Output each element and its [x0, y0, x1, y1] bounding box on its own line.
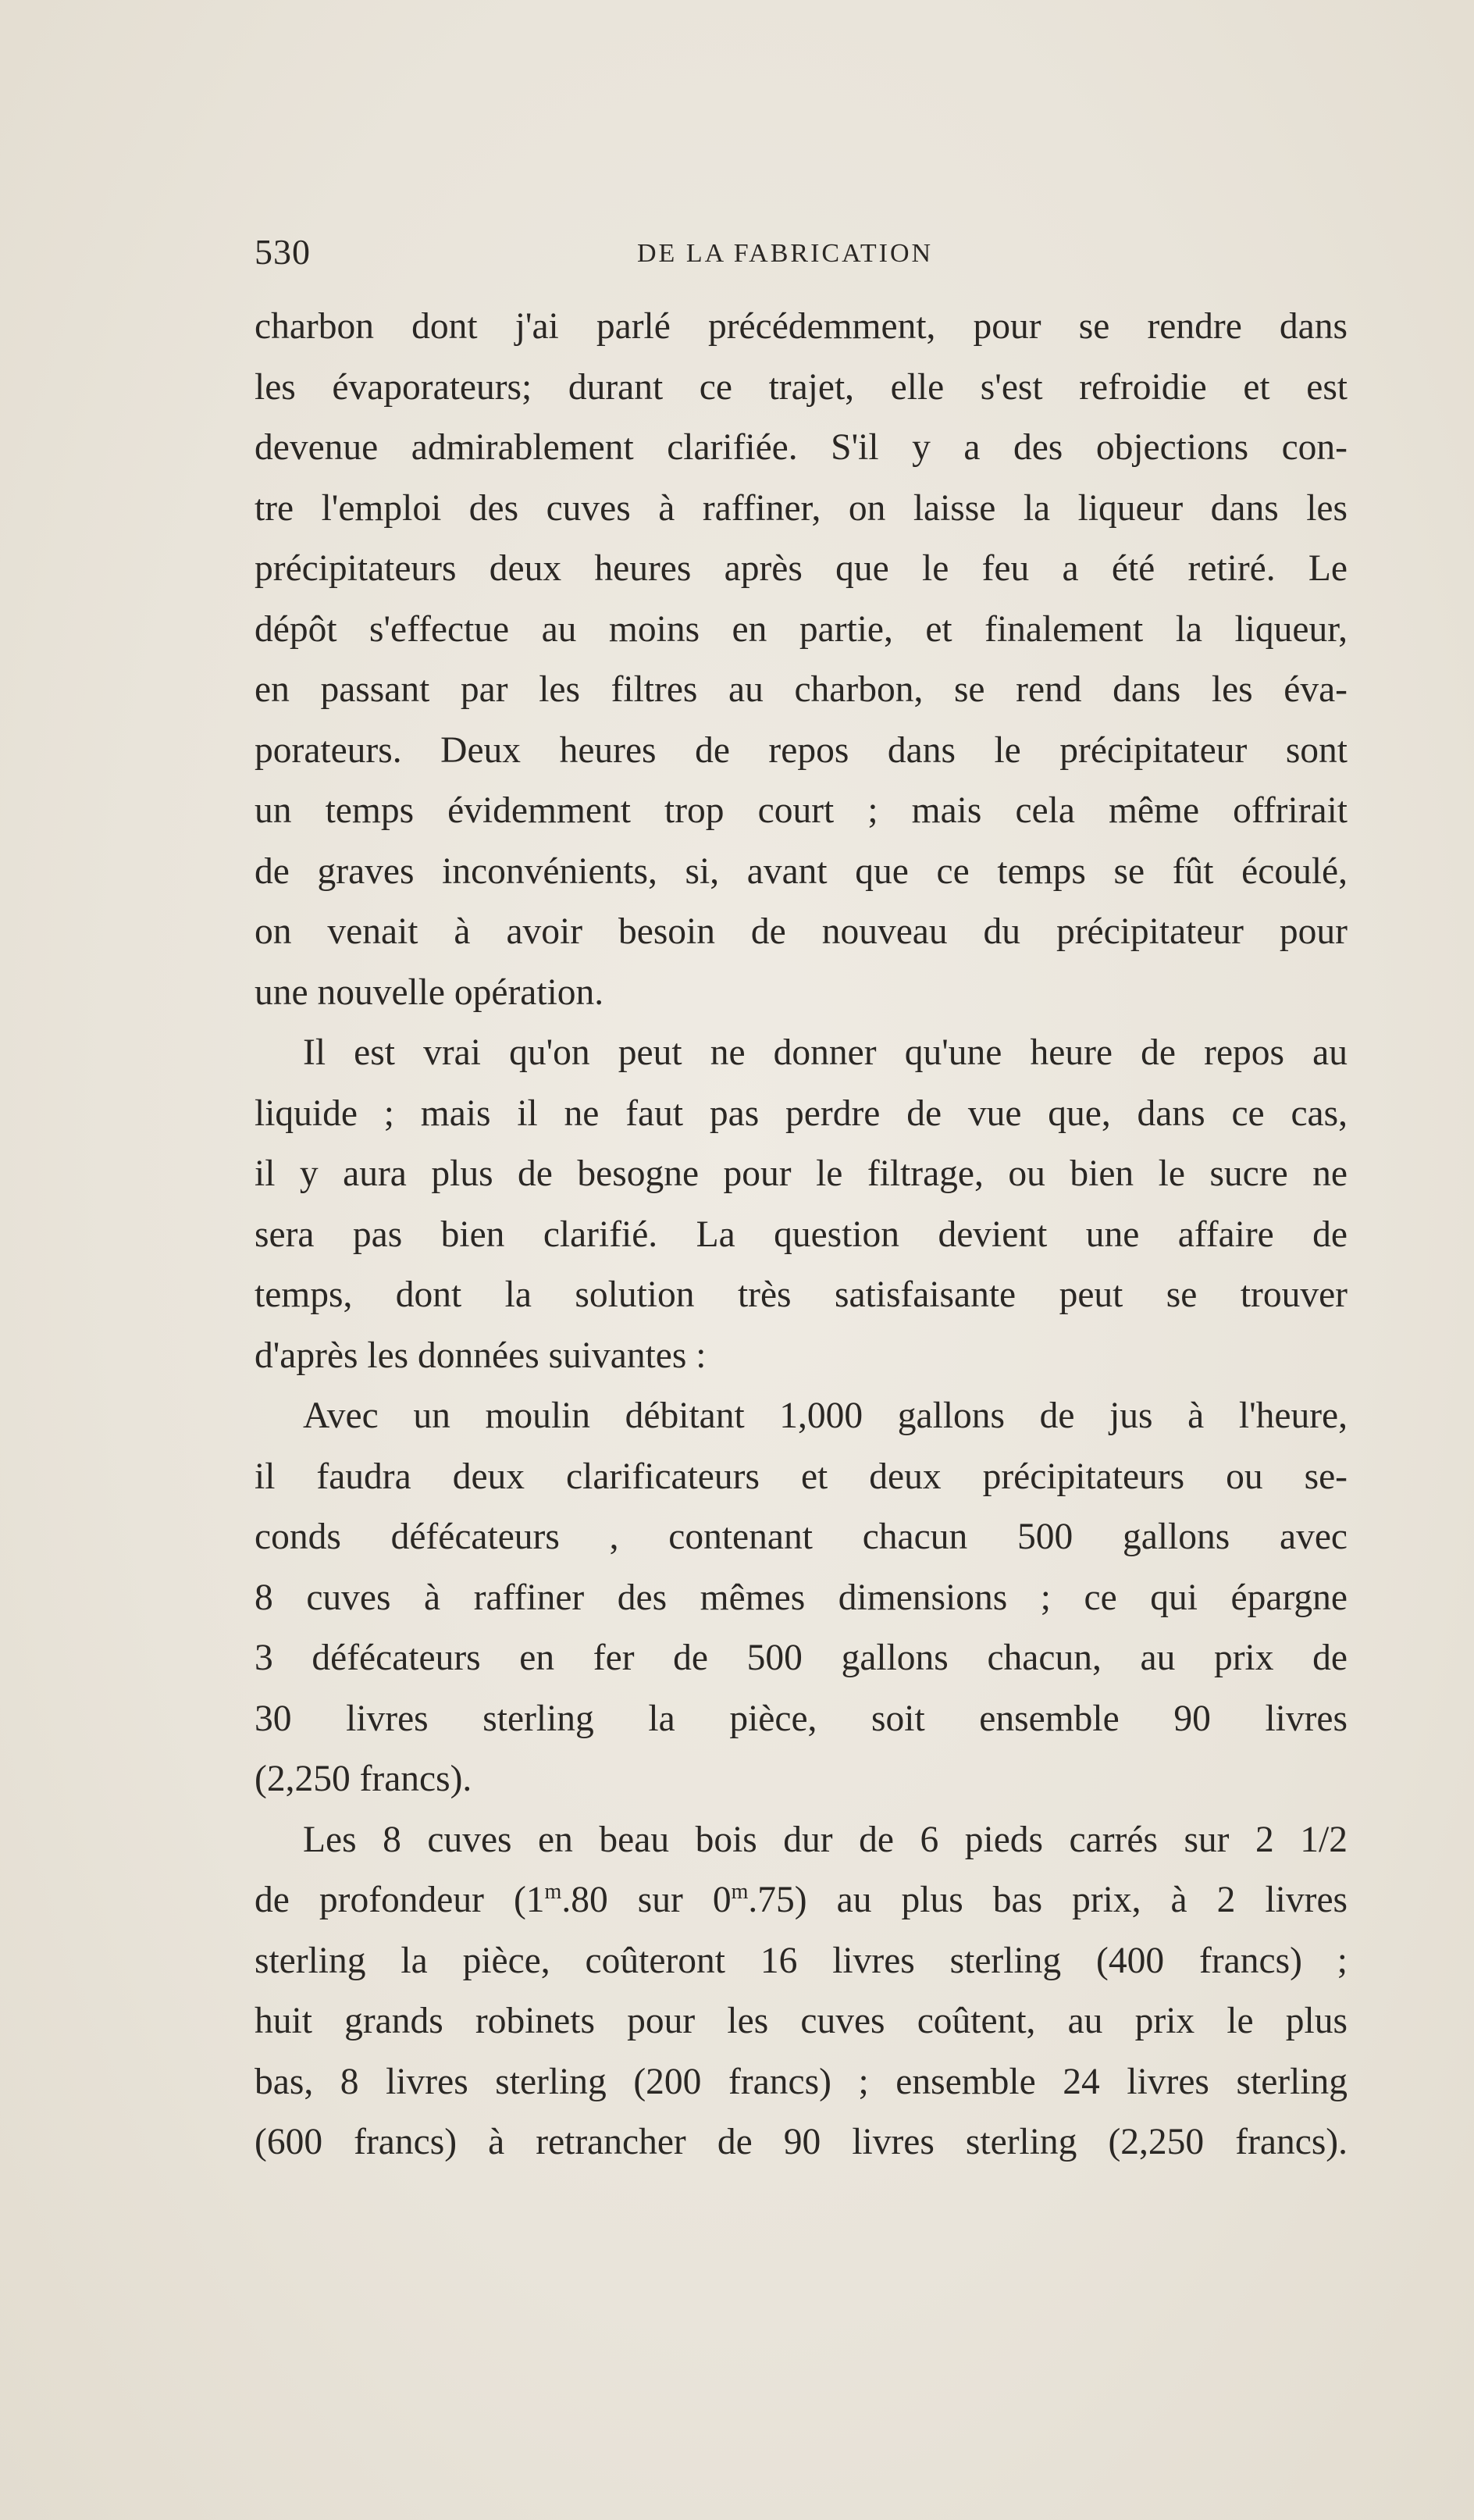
text-fragment: de profondeur (1 — [255, 1880, 545, 1920]
running-title: DE LA FABRICATION — [637, 239, 934, 268]
text-line: conds défécateurs , contenant chacun 500 gallons avec — [255, 1517, 1348, 1557]
text-line: il y aura plus de besogne pour le filtrage, ou bien le sucre ne — [255, 1153, 1348, 1194]
text-line: Il est vrai qu'on peut ne donner qu'une heure de repos au — [303, 1032, 1348, 1073]
text-line: un temps évidemment trop court ; mais cela même offrirait — [255, 790, 1348, 831]
text-line: porateurs. Deux heures de repos dans le précipitateur sont — [255, 729, 1348, 771]
text-line: bas, 8 livres sterling (200 francs) ; ensemble 24 livres sterling — [255, 2061, 1348, 2102]
text-line: on venait à avoir besoin de nouveau du précipitateur pour — [255, 911, 1348, 952]
text-line: d'après les données suivantes : — [255, 1335, 707, 1376]
page-header — [255, 231, 1346, 278]
text-line: temps, dont la solution très satisfaisante peut se trouver — [255, 1274, 1348, 1315]
text-line: charbon dont j'ai parlé précédemment, pour se rendre dans — [255, 306, 1348, 347]
text-line: 30 livres sterling la pièce, soit ensemble 90 livres — [255, 1698, 1348, 1739]
page-number: 530 — [255, 232, 311, 272]
text-line: 8 cuves à raffiner des mêmes dimensions ; ce qui épargne — [255, 1577, 1348, 1618]
text-line: dépôt s'effectue au moins en partie, et finalement la liqueur, — [255, 608, 1348, 650]
text-line: 3 défécateurs en fer de 500 gallons chacun, au prix de — [255, 1638, 1348, 1678]
text-fragment: .80 sur 0 — [561, 1880, 732, 1920]
body-text — [255, 297, 1348, 2173]
superscript: m — [731, 1880, 749, 1905]
text-line — [255, 1870, 1348, 1931]
text-fragment: .75) au plus bas prix, à 2 livres — [748, 1880, 1348, 1920]
text-line: (2,250 francs). — [255, 1759, 472, 1799]
text-line: de graves inconvénients, si, avant que ce temps se fût écoulé, — [255, 850, 1348, 892]
text-line: il faudra deux clarificateurs et deux précipitateurs ou se- — [255, 1456, 1348, 1497]
text-line: une nouvelle opération. — [255, 971, 604, 1013]
text-line: tre l'emploi des cuves à raffiner, on laisse la liqueur dans les — [255, 487, 1348, 529]
text-line: huit grands robinets pour les cuves coûtent, au prix le plus — [255, 2001, 1348, 2041]
text-line: (600 francs) à retrancher de 90 livres sterling (2,250 francs). — [255, 2122, 1348, 2162]
text-line: précipitateurs deux heures après que le feu a été retiré. Le — [255, 548, 1348, 589]
superscript: m — [544, 1880, 562, 1905]
text-line: liquide ; mais il ne faut pas perdre de vue que, dans ce cas, — [255, 1092, 1348, 1134]
text-line: en passant par les filtres au charbon, se rend dans les éva- — [255, 669, 1348, 710]
text-line: devenue admirablement clarifiée. S'il y a des objections con- — [255, 427, 1348, 468]
text-line: Avec un moulin débitant 1,000 gallons de jus à l'heure, — [303, 1395, 1348, 1436]
text-line: Les 8 cuves en beau bois dur de 6 pieds carrés sur 2 1/2 — [303, 1819, 1348, 1860]
text-line: sterling la pièce, coûteront 16 livres sterling (400 francs) ; — [255, 1940, 1348, 1981]
text-line: sera pas bien clarifié. La question devient une affaire de — [255, 1214, 1348, 1255]
text-line: les évaporateurs; durant ce trajet, elle s'est refroidie et est — [255, 366, 1348, 408]
